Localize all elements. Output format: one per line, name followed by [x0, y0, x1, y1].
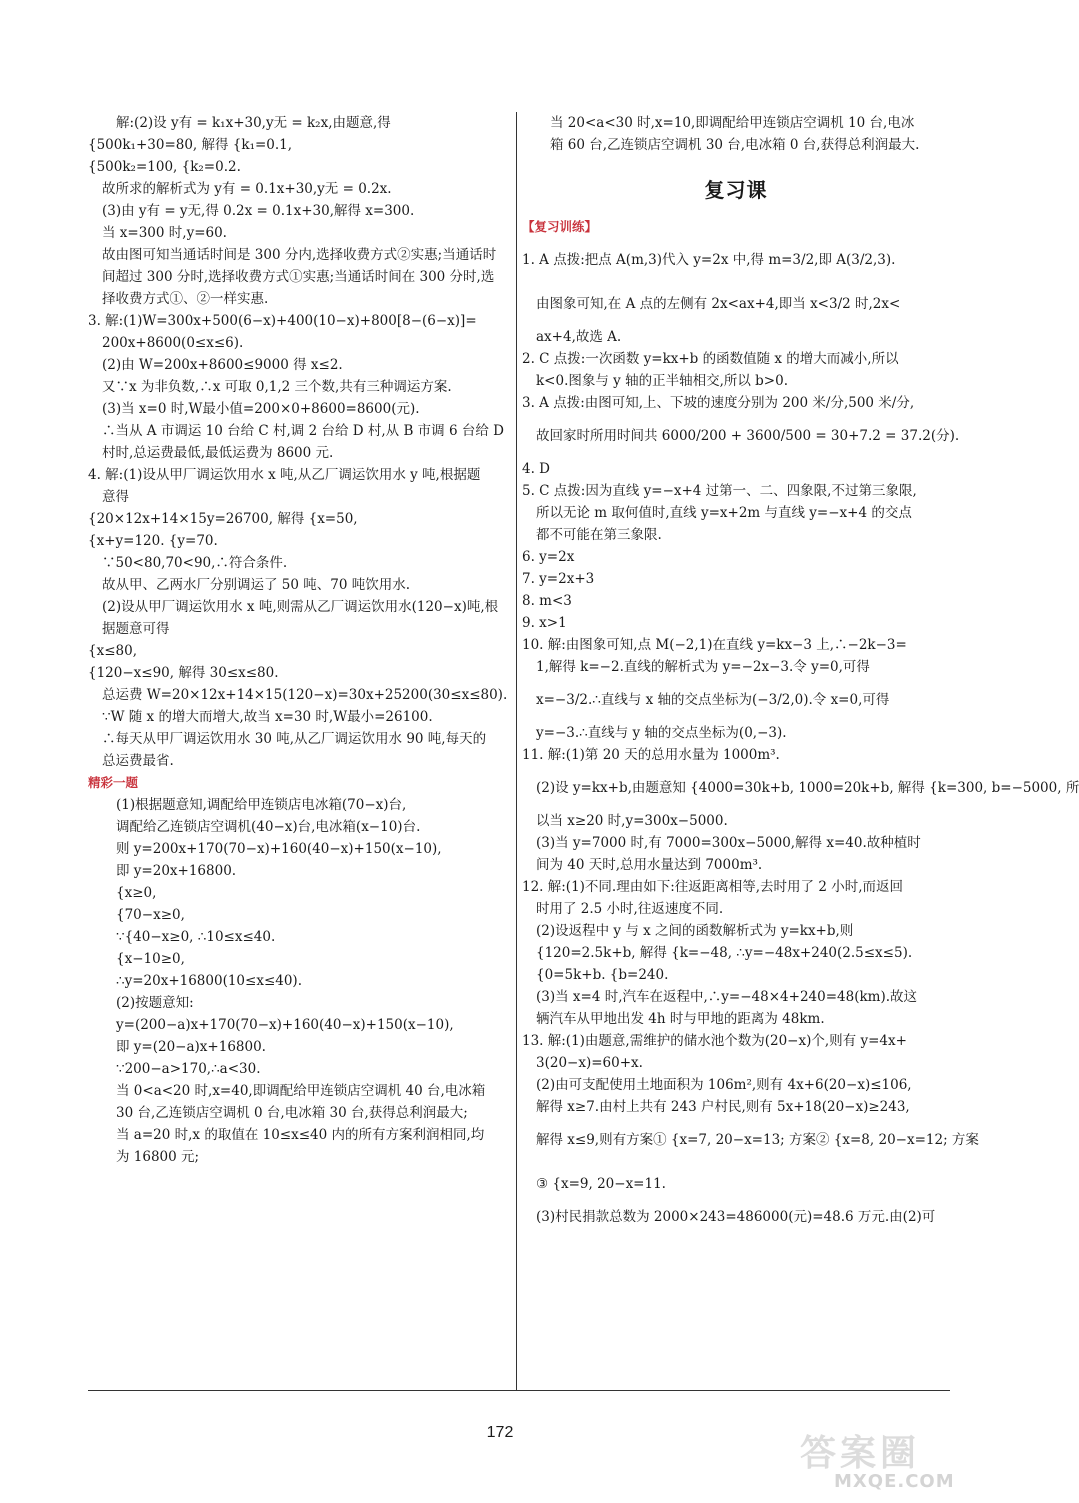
text-line: {500k₁+30=80, 解得 {k₁=0.1, [88, 137, 293, 153]
text-line: (3)当 y=7000 时,有 7000=300x−5000,解得 x=40.故种植时 [536, 835, 921, 851]
text-line: 都不可能在第三象限. [536, 527, 662, 543]
text-line: 又∵x 为非负数,∴x 可取 0,1,2 三个数,共有三种调运方案. [102, 379, 452, 395]
text-line: 3(20−x)=60+x. [536, 1055, 643, 1071]
text-line: 2. C 点拨:一次函数 y=kx+b 的函数值随 x 的增大而减小,所以 [522, 351, 899, 367]
text-line: 解得 x≤9,则有方案① {x=7, 20−x=13; 方案② {x=8, 20−x=12; 方案 [536, 1132, 979, 1148]
text-line: 1,解得 k=−2.直线的解析式为 y=−2x−3.令 y=0,可得 [536, 659, 870, 675]
text-line: 1. A 点拨:把点 A(m,3)代入 y=2x 中,得 m=3/2,即 A(3/2,3). [522, 252, 896, 268]
page-number: 172 [486, 1424, 514, 1441]
text-line: 6. y=2x [522, 549, 575, 565]
text-line: ∵50<80,70<90,∴符合条件. [102, 555, 288, 571]
text-line: 5. C 点拨:因为直线 y=−x+4 过第一、二、四象限,不过第三象限, [522, 483, 917, 499]
bottom-rule [88, 1390, 950, 1391]
text-line: y=(200−a)x+170(70−x)+160(40−x)+150(x−10), [116, 1017, 454, 1033]
section-tag-jingcai: 精彩一题 [88, 775, 139, 790]
text-line: ∴y=20x+16800(10≤x≤40). [116, 973, 302, 989]
text-line: 9. x>1 [522, 615, 567, 631]
text-line: 8. m<3 [522, 593, 572, 609]
right-column-continuation [522, 112, 950, 156]
text-line: 故回家时所用时间共 6000/200 + 3600/500 = 30+7.2 = 37.2(分). [536, 428, 960, 444]
text-line: 解:(2)设 y有 = k₁x+30,y无 = k₂x,由题意,得 [116, 115, 391, 131]
text-line: x=−3/2.∴直线与 x 轴的交点坐标为(−3/2,0).令 x=0,可得 [536, 692, 890, 708]
text-line: 解得 x≥7.由村上共有 243 户村民,则有 5x+18(20−x)≥243, [536, 1099, 910, 1115]
text-line: {500k₂=100, {k₂=0.2. [88, 159, 241, 175]
text-line: {0=5k+b. {b=240. [536, 967, 669, 983]
text-line: (3)当 x=4 时,汽车在返程中,∴y=−48×4+240=48(km).故这 [536, 989, 918, 1005]
text-line: 箱 60 台,乙连锁店空调机 30 台,电冰箱 0 台,获得总利润最大. [550, 137, 920, 153]
text-line: 意得 [102, 489, 129, 505]
text-line: 总运费 W=20×12x+14×15(120−x)=30x+25200(30≤x≤80). [102, 687, 508, 703]
right-column [522, 112, 1079, 1228]
text-line: {120=2.5k+b, 解得 {k=−48, ∴y=−48x+240(2.5≤x≤5). [536, 945, 913, 961]
text-line: (3)村民捐款总数为 2000×243=486000(元)=48.6 万元.由(2)可 [536, 1209, 936, 1225]
section-title: 复习课 [704, 178, 768, 202]
text-line: 辆汽车从甲地出发 4h 时与甲地的距离为 48km. [536, 1011, 825, 1027]
text-line: 由图象可知,在 A 点的左侧有 2x<ax+4,即当 x<3/2 时,2x< [536, 296, 901, 312]
text-line: {x+y=120. {y=70. [88, 533, 218, 549]
text-line: 调配给乙连锁店空调机(40−x)台,电冰箱(x−10)台. [116, 819, 421, 835]
text-line: 10. 解:由图象可知,点 M(−2,1)在直线 y=kx−3 上,∴−2k−3= [522, 637, 907, 653]
text-line: 间超过 300 分时,选择收费方式①实惠;当通话时间在 300 分时,选 [102, 269, 495, 285]
text-line: 据题意可得 [102, 621, 170, 637]
text-line: ∴每天从甲厂调运饮用水 30 吨,从乙厂调运饮用水 90 吨,每天的 [102, 731, 487, 747]
text-line: ③ {x=9, 20−x=11. [536, 1176, 666, 1192]
text-line: ∴当从 A 市调运 10 台给 C 村,调 2 台给 D 村,从 B 市调 6 台给 D [102, 423, 504, 439]
text-line: (2)设返程中 y 与 x 之间的函数解析式为 y=kx+b,则 [536, 923, 854, 939]
text-line: 所以无论 m 取何值时,直线 y=x+2m 与直线 y=−x+4 的交点 [536, 505, 912, 521]
text-line: 故从甲、乙两水厂分别调运了 50 吨、70 吨饮用水. [102, 577, 411, 593]
text-line: 为 16800 元; [116, 1149, 200, 1165]
text-line: (1)根据题意知,调配给甲连锁店电冰箱(70−x)台, [116, 797, 407, 813]
text-line: ax+4,故选 A. [536, 329, 622, 345]
text-line: 总运费最省. [102, 753, 174, 769]
text-line: 200x+8600(0≤x≤6). [102, 335, 244, 351]
text-line: (2)设 y=kx+b,由题意知 {4000=30k+b, 1000=20k+b, 解得 {k=300, b=−5000, 所 [536, 780, 1079, 796]
left-column [88, 112, 513, 1168]
review-answers [522, 238, 1079, 1228]
text-line: 择收费方式①、②一样实惠. [102, 291, 269, 307]
text-line: (3)当 x=0 时,W最小值=200×0+8600=8600(元). [102, 401, 420, 417]
text-line: {70−x≥0, [116, 907, 185, 923]
text-line: (3)由 y有 = y无,得 0.2x = 0.1x+30,解得 x=300. [102, 203, 415, 219]
text-line: ∵W 随 x 的增大而增大,故当 x=30 时,W最小=26100. [102, 709, 433, 725]
text-line: 以当 x≥20 时,y=300x−5000. [536, 813, 728, 829]
text-line: 4. D [522, 461, 550, 477]
watermark-logo [800, 1425, 980, 1497]
text-line: 即 y=(20−a)x+16800. [116, 1039, 266, 1055]
text-line: {x−10≥0, [116, 951, 185, 967]
text-line: {20×12x+14×15y=26700, 解得 {x=50, [88, 511, 358, 527]
text-line: {x≤80, [88, 643, 137, 659]
text-line: 3. 解:(1)W=300x+500(6−x)+400(10−x)+800[8−(6−x)]= [88, 313, 477, 329]
text-line: ∵200−a>170,∴a<30. [116, 1061, 261, 1077]
section-tag: 【复习训练】 [522, 219, 598, 234]
watermark-brand: 答案圈 [800, 1433, 921, 1474]
text-line: 30 台,乙连锁店空调机 0 台,电冰箱 30 台,获得总利润最大; [116, 1105, 468, 1121]
text-line: k<0.图象与 y 轴的正半轴相交,所以 b>0. [536, 373, 788, 389]
text-line: 故由图可知当通话时间是 300 分内,选择收费方式②实惠;当通话时 [102, 247, 497, 263]
text-line: 当 x=300 时,y=60. [102, 225, 227, 241]
text-line: 时用了 2.5 小时,往返速度不同. [536, 901, 724, 917]
text-line: {x≥0, [116, 885, 157, 901]
text-line: 12. 解:(1)不同.理由如下:往返距离相等,去时用了 2 小时,而返回 [522, 879, 904, 895]
text-line: 13. 解:(1)由题意,需维护的储水池个数为(20−x)个,则有 y=4x+ [522, 1033, 907, 1049]
text-line: (2)由 W=200x+8600≤9000 得 x≤2. [102, 357, 343, 373]
text-line: y=−3.∴直线与 y 轴的交点坐标为(0,−3). [536, 725, 787, 741]
text-line: 则 y=200x+170(70−x)+160(40−x)+150(x−10), [116, 841, 442, 857]
watermark-url: MXQE.COM [834, 1471, 955, 1492]
text-line: {120−x≤90, 解得 30≤x≤80. [88, 665, 279, 681]
text-line: 11. 解:(1)第 20 天的总用水量为 1000m³. [522, 747, 780, 763]
text-line: (2)由可支配使用土地面积为 106m²,则有 4x+6(20−x)≤106, [536, 1077, 912, 1093]
text-line: 当 20<a<30 时,x=10,即调配给甲连锁店空调机 10 台,电冰 [550, 115, 915, 131]
text-line: 村时,总运费最低,最低运费为 8600 元. [102, 445, 334, 461]
text-line: 3. A 点拨:由图可知,上、下坡的速度分别为 200 米/分,500 米/分, [522, 395, 915, 411]
text-line: 4. 解:(1)设从甲厂调运饮用水 x 吨,从乙厂调运饮用水 y 吨,根据题 [88, 467, 481, 483]
text-line: 间为 40 天时,总用水量达到 7000m³. [536, 857, 763, 873]
column-divider [516, 112, 517, 1390]
text-line: (2)按题意知: [116, 995, 194, 1011]
text-line: 即 y=20x+16800. [116, 863, 237, 879]
text-line: 当 a=20 时,x 的取值在 10≤x≤40 内的所有方案利润相同,均 [116, 1127, 485, 1143]
text-line: 故所求的解析式为 y有 = 0.1x+30,y无 = 0.2x. [102, 181, 392, 197]
text-line: ∵{40−x≥0, ∴10≤x≤40. [116, 929, 276, 945]
text-line: 当 0<a<20 时,x=40,即调配给甲连锁店空调机 40 台,电冰箱 [116, 1083, 486, 1099]
text-line: (2)设从甲厂调运饮用水 x 吨,则需从乙厂调运饮用水(120−x)吨,根 [102, 599, 499, 615]
text-line: 7. y=2x+3 [522, 571, 595, 587]
